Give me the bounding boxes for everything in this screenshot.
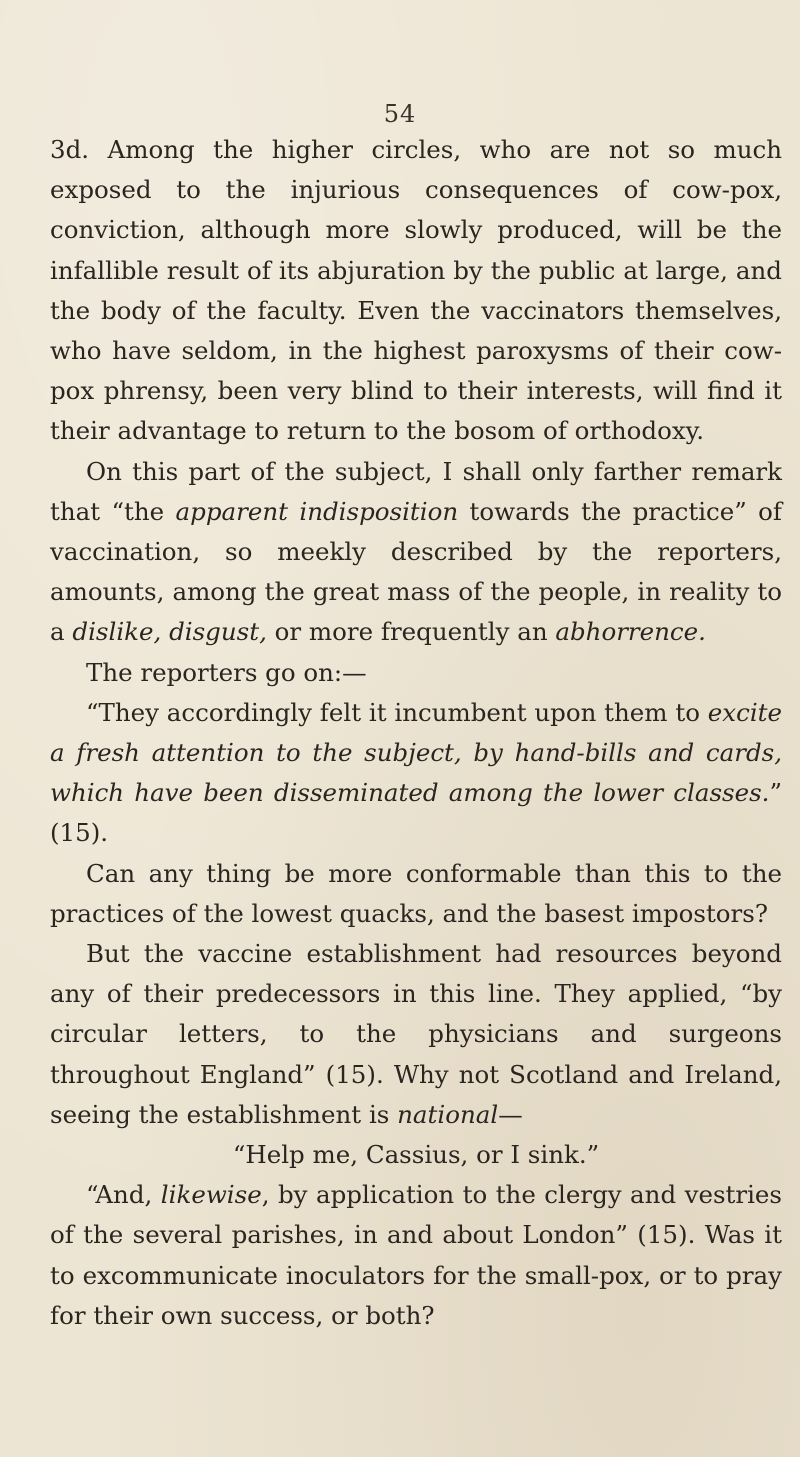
paragraph-circular-letters (50, 934, 782, 1135)
text-run: “And, (86, 1180, 161, 1210)
paragraph-hand-bills-quote (50, 693, 782, 854)
italic-text-run: excite a fresh attention to the subject, by hand-bills and cards, which have been disseminated among the lower classes. (50, 697, 782, 808)
text-run: “Help me, Cassius, or I sink.” (232, 1140, 600, 1170)
paragraph-clergy-vestries (50, 1175, 782, 1336)
italic-text-run: national (397, 1099, 499, 1129)
text-run: 3d. Among the higher circles, who are not so much exposed to the injurious consequences of cow-pox, conviction, although more slowly produced, will be the infallible result of its abjuration by the public at large, and the body of the faculty. Even the vaccinators themselves, who have seldom, in the highest paroxysms of their cow-pox phrensy, been very blind to their interests, will find it their advantage to return to the bosom of orthodoxy. (50, 135, 782, 446)
text-run: — (498, 1099, 523, 1129)
paragraph-reporters-go-on (50, 653, 782, 693)
page-number: 54 (383, 100, 417, 128)
quote-help-me-cassius (50, 1135, 782, 1175)
italic-text-run: dislike, disgust, (72, 617, 267, 647)
text-run: On this part of the subject, I shall only farther remark that “the (50, 456, 782, 526)
text-run: , by application to the clergy and vestries of the several parishes, in and about London” (15). Was it to excommunicate inoculators for the small-pox, or to pray for their own success, or both? (50, 1180, 782, 1330)
page-body (50, 130, 782, 1336)
italic-text-run: likewise (160, 1180, 262, 1210)
paragraph-quacks-question (50, 854, 782, 934)
text-run: or more frequently an (266, 617, 556, 647)
text-run: “They accordingly felt it incumbent upon them to (86, 697, 708, 727)
italic-text-run: apparent indisposition (175, 496, 459, 526)
paragraph-on-this-part (50, 452, 782, 653)
text-run: The reporters go on:— (86, 657, 367, 687)
text-run: towards the practice” of vaccination, so meekly described by the reporters, amounts, among the great mass of the people, in reality to a (50, 496, 782, 647)
paragraph-among-higher-circles (50, 130, 782, 452)
italic-text-run: abhorrence. (555, 617, 706, 647)
text-run: ” (15). (50, 778, 782, 848)
text-run: But the vaccine establishment had resources beyond any of their predecessors in this line. They applied, “by circular letters, to the physicians and surgeons throughout England” (15). Why not Scotland and Ireland, seeing the establishment is (50, 939, 782, 1129)
text-run: Can any thing be more conformable than this to the practices of the lowest quacks, and the basest impostors? (50, 858, 782, 928)
